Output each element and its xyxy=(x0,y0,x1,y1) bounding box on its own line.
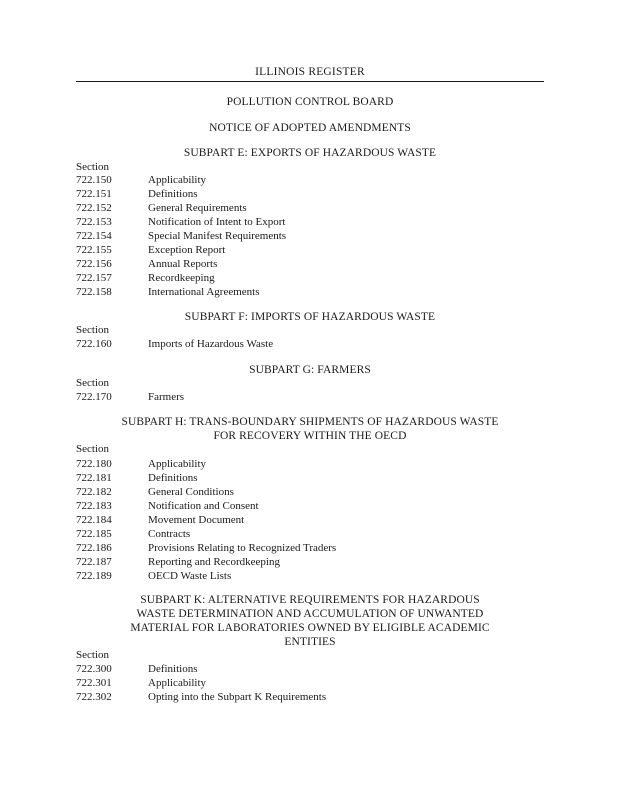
section-title: Applicability xyxy=(148,174,207,186)
toc-row xyxy=(76,541,336,555)
section-title: Provisions Relating to Recognized Traders xyxy=(148,542,337,554)
section-number: 722.157 xyxy=(76,272,112,284)
section-title: Applicability xyxy=(148,677,207,689)
toc-row xyxy=(76,271,215,285)
toc-row xyxy=(76,243,225,257)
toc-row xyxy=(76,527,190,541)
subpart-heading-line-2: FOR RECOVERY WITHIN THE OECD xyxy=(213,430,407,442)
section-title: Definitions xyxy=(148,663,198,675)
subpart-heading-line-1: SUBPART H: TRANS-BOUNDARY SHIPMENTS OF HAZARDOUS WASTE xyxy=(121,416,499,428)
register-header: ILLINOIS REGISTER xyxy=(255,66,365,78)
section-number: 722.302 xyxy=(76,691,112,703)
section-number: 722.150 xyxy=(76,174,112,186)
section-column-label: Section xyxy=(76,377,109,389)
section-title: OECD Waste Lists xyxy=(148,570,232,582)
section-number: 722.181 xyxy=(76,472,112,484)
toc-row xyxy=(76,201,247,215)
board-name: POLLUTION CONTROL BOARD xyxy=(226,96,394,108)
section-number: 722.151 xyxy=(76,188,112,200)
toc-row xyxy=(76,285,260,299)
toc-row xyxy=(76,690,326,704)
section-title: Reporting and Recordkeeping xyxy=(148,556,280,568)
toc-row xyxy=(76,229,286,243)
section-title: Notification of Intent to Export xyxy=(148,216,286,228)
section-number: 722.189 xyxy=(76,570,112,582)
section-number: 722.154 xyxy=(76,230,112,242)
subpart-heading-line-3: MATERIAL FOR LABORATORIES OWNED BY ELIGIBLE ACADEMIC xyxy=(130,622,490,634)
toc-row xyxy=(76,390,184,404)
subpart-heading-line-4: ENTITIES xyxy=(284,636,336,648)
toc-row xyxy=(76,676,206,690)
toc-row xyxy=(76,457,206,471)
section-title: Definitions xyxy=(148,472,198,484)
section-title: Annual Reports xyxy=(148,258,218,270)
section-number: 722.187 xyxy=(76,556,112,568)
toc-row xyxy=(76,215,285,229)
subpart-heading: SUBPART E: EXPORTS OF HAZARDOUS WASTE xyxy=(183,147,437,159)
subpart-heading: SUBPART G: FARMERS xyxy=(249,364,371,376)
section-title: Applicability xyxy=(148,458,207,470)
section-number: 722.183 xyxy=(76,500,112,512)
section-title: Movement Document xyxy=(148,514,245,526)
section-title: Recordkeeping xyxy=(148,272,215,284)
section-number: 722.301 xyxy=(76,677,112,689)
section-title: Definitions xyxy=(148,188,198,200)
toc-row xyxy=(76,569,231,583)
section-number: 722.158 xyxy=(76,286,112,298)
section-number: 722.185 xyxy=(76,528,112,540)
section-number: 722.186 xyxy=(76,542,112,554)
section-number: 722.155 xyxy=(76,244,112,256)
toc-row xyxy=(76,499,259,513)
section-column-label: Section xyxy=(76,443,109,455)
section-number: 722.152 xyxy=(76,202,112,214)
subpart-heading-line-1: SUBPART K: ALTERNATIVE REQUIREMENTS FOR HAZARDOUS xyxy=(140,594,480,606)
section-column-label: Section xyxy=(76,324,109,336)
section-number: 722.153 xyxy=(76,216,112,228)
subpart-heading: SUBPART F: IMPORTS OF HAZARDOUS WASTE xyxy=(184,311,436,323)
toc-row xyxy=(76,337,273,351)
section-number: 722.160 xyxy=(76,338,112,350)
toc-row xyxy=(76,485,234,499)
section-title: Exception Report xyxy=(148,244,226,256)
section-number: 722.300 xyxy=(76,663,112,675)
section-column-label: Section xyxy=(76,161,109,173)
toc-row xyxy=(76,257,217,271)
toc-row xyxy=(76,513,244,527)
section-title: Opting into the Subpart K Requirements xyxy=(148,691,327,703)
toc-row xyxy=(76,555,280,569)
section-title: Imports of Hazardous Waste xyxy=(148,338,274,350)
section-title: Notification and Consent xyxy=(148,500,259,512)
section-number: 722.180 xyxy=(76,458,112,470)
section-column-label: Section xyxy=(76,649,109,661)
subpart-heading-line-2: WASTE DETERMINATION AND ACCUMULATION OF UNWANTED xyxy=(136,608,484,620)
section-title: Contracts xyxy=(148,528,191,540)
section-title: Special Manifest Requirements xyxy=(148,230,287,242)
section-number: 722.156 xyxy=(76,258,112,270)
toc-row xyxy=(76,187,198,201)
section-title: General Requirements xyxy=(148,202,247,214)
section-title: Farmers xyxy=(148,391,185,403)
toc-row xyxy=(76,173,206,187)
toc-row xyxy=(76,471,198,485)
section-title: General Conditions xyxy=(148,486,234,498)
notice-title: NOTICE OF ADOPTED AMENDMENTS xyxy=(209,122,411,134)
section-number: 722.170 xyxy=(76,391,112,403)
section-title: International Agreements xyxy=(148,286,260,298)
toc-row xyxy=(76,662,198,676)
section-number: 722.184 xyxy=(76,514,112,526)
section-number: 722.182 xyxy=(76,486,112,498)
header-rule xyxy=(76,81,544,82)
